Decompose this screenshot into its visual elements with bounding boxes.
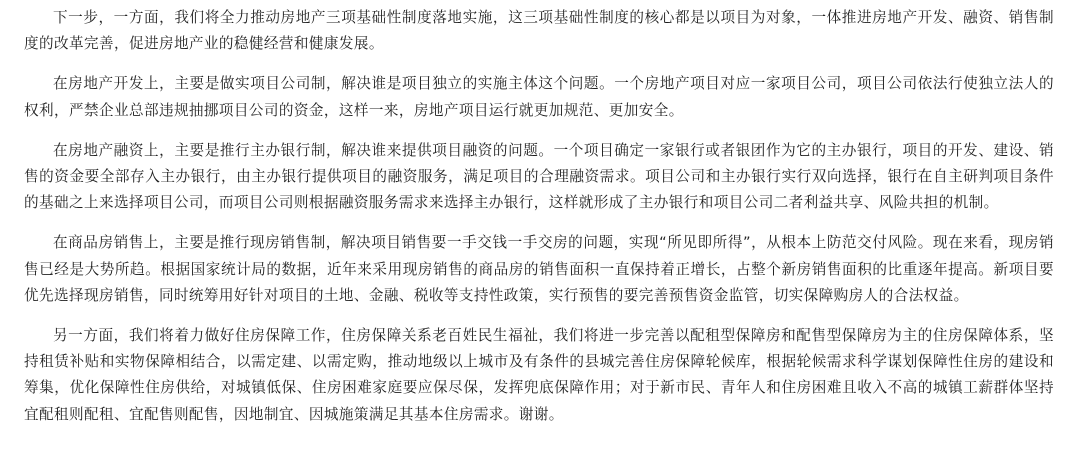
paragraph-3: 在房地产融资上，主要是推行主办银行制，解决谁来提供项目融资的问题。一个项目确定一家银行或者银团作为它的主办银行，项目的开发、建设、销售的资金要全部存入主办银行，由主办银行提供项目的融资服务，满足项目的合理融资需求。项目公司和主办银行实行双向选择，银行在自主研判项目条件的基础之上来选择项目公司，而项目公司则根据融资服务需求来选择主办银行，这样就形成了主办银行和项目公司二者利益共享、风险共担的机制。 — [24, 141, 1054, 212]
paragraph-5: 另一方面，我们将着力做好住房保障工作，住房保障关系老百姓民生福祉，我们将进一步完善以配租型保障房和配售型保障房为主的住房保障体系，坚持租赁补贴和实物保障相结合，以需定建、以需定购，推动地级以上城市及有条件的县城完善住房保障轮候库，根据轮候需求科学谋划保障性住房的建设和筹集，优化保障性住房供给，对城镇低保、住房困难家庭要应保尽保，发挥兜底保障作用；对于新市民、青年人和住房困难且收入不高的城镇工薪群体坚持宜配租则配租、宜配售则配售，因地制宜、因城施策满足其基本住房需求。谢谢。 — [24, 327, 1054, 423]
paragraph-4: 在商品房销售上，主要是推行现房销售制，解决项目销售要一手交钱一手交房的问题，实现“所见即所得”，从根本上防范交付风险。现在来看，现房销售已经是大势所趋。根据国家统计局的数据，近年来采用现房销售的商品房的销售面积一直保持着正增长，占整个新房销售面积的比重逐年提高。新项目要优先选择现房销售，同时统筹用好针对项目的土地、金融、税收等支持性政策，实行预售的要完善预售资金监管，切实保障购房人的合法权益。 — [24, 234, 1054, 304]
paragraph-1: 下一步，一方面，我们将全力推动房地产三项基础性制度落地实施，这三项基础性制度的核心都是以项目为对象，一体推进房地产开发、融资、销售制度的改革完善，促进房地产业的稳健经营和健康发展。 — [24, 9, 1054, 53]
paragraph-2: 在房地产开发上，主要是做实项目公司制，解决谁是项目独立的实施主体这个问题。一个房地产项目对应一家项目公司，项目公司依法行使独立法人的权利，严禁企业总部违规抽挪项目公司的资金，这样一来，房地产项目运行就更加规范、更加安全。 — [24, 75, 1054, 119]
